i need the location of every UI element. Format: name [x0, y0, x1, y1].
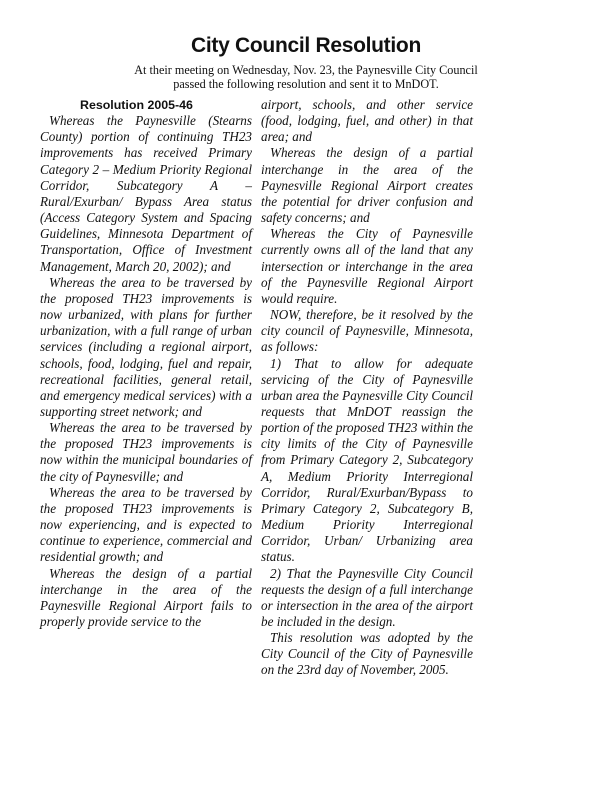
paragraph: Whereas the area to be traversed by the proposed TH23 improvements is now within the municipal boundaries of the city of Paynesville; and	[40, 420, 252, 484]
intro-line-1: At their meeting on Wednesday, Nov. 23, the Paynesville City Council	[134, 63, 478, 77]
left-column	[40, 97, 252, 630]
paragraph: Whereas the design of a partial interchange in the area of the Paynesville Regional Airport fails to properly provide service to the	[40, 565, 252, 629]
paragraph: Whereas the design of a partial interchange in the area of the Paynesville Regional Airport creates the potential for driver confusion and safety concerns; and	[261, 145, 473, 226]
paragraph: Whereas the City of Paynesville currently owns all of the land that any intersection or interchange in the area of the Paynesville Regional Airport would require.	[261, 226, 473, 306]
right-column	[261, 97, 473, 679]
intro-text	[40, 64, 572, 91]
headline: City Council Resolution	[191, 34, 421, 57]
paragraph: 1) That to allow for adequate servicing of the City of Paynesville urban area the Paynesville City Council requests that MnDOT reassign the portion of the proposed TH23 within the city limits of the City of Paynesville from Primary Category 2, Subcategory A, Medium Priority Interregional Corridor, Rural/Exurban/Bypass to Primary Category 2, Subcategory B, Medium Priority Interregional Corridor, Urban/ Urbanizing area status.	[261, 355, 473, 565]
paragraph: 2) That the Paynesville City Council requests the design of a full interchange or intersection in the area of the airport be included in the design.	[261, 565, 473, 629]
intro-line-2: passed the following resolution and sent it to MnDOT.	[173, 76, 439, 91]
paragraph: This resolution was adopted by the City Council of the City of Paynesville on the 23rd day of November, 2005.	[261, 630, 473, 678]
paragraph: Whereas the area to be traversed by the proposed TH23 improvements is now experiencing, and is expected to continue to experience, commercial and residential growth; and	[40, 484, 252, 565]
paragraph: NOW, therefore, be it resolved by the city council of Paynesville, Minnesota, as follows:	[261, 307, 473, 355]
paragraph: Whereas the Paynesville (Stearns County) portion of continuing TH23 improvements has received Primary Category 2 – Medium Priority Regional Corridor, Subcategory A – Rural/Exurban/ Bypass Area status (Access Category System and Spacing Guidelines, Minnesota Department of Transportation, Office of Investment Management, March 20, 2002); and	[40, 113, 252, 274]
paragraph: Whereas the area to be traversed by the proposed TH23 improvements is now urbanized, with plans for further urbanization, with a full range of urban services (including a regional airport, schools, food, lodging, fuel and repair, recreational facilities, general retail, and emergency medical services) with a supporting street network; and	[40, 274, 252, 419]
resolution-number: Resolution 2005-46	[80, 98, 193, 112]
paragraph-continued: airport, schools, and other service (food, lodging, fuel, and other) in that area; and	[261, 97, 473, 145]
